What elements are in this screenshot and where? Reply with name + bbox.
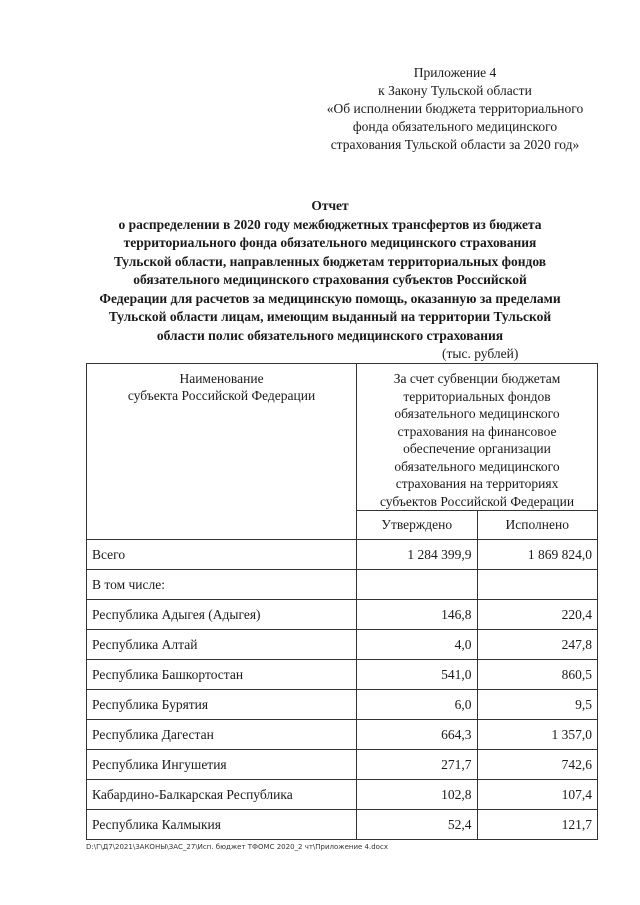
executed-value: 860,5 [477, 660, 598, 690]
table-row [87, 810, 598, 840]
report-heading: Отчет [311, 198, 349, 213]
appendix-line: «Об исполнении бюджета территориального [326, 101, 584, 116]
region-name: Республика Алтай [87, 630, 357, 660]
appendix-line: к Закону Тульской области [378, 83, 532, 98]
header-subvention: За счет субвенции бюджетам территориальных фондов обязательного медицинского страхования на финансовое обеспечение организации обязательного медицинского страхования на территориях субъектов Российской Федерации [357, 364, 598, 511]
approved-value: 6,0 [357, 690, 477, 720]
title-line: обязательного медицинского страхования субъектов Российской [133, 272, 527, 287]
approved-value: 664,3 [357, 720, 477, 750]
region-name: Республика Башкортостан [87, 660, 357, 690]
region-name: Республика Дагестан [87, 720, 357, 750]
appendix-header [300, 64, 610, 154]
header-subject-name: Наименование субъекта Российской Федерации [87, 364, 357, 540]
total-row [87, 540, 598, 570]
table-row [87, 750, 598, 780]
title-line: Тульской области, направленных бюджетам территориальных фондов [113, 253, 547, 269]
approved-value: 541,0 [357, 660, 477, 690]
including-label: В том числе: [87, 570, 357, 600]
appendix-line: страхования Тульской области за 2020 год» [330, 137, 580, 152]
approved-value: 146,8 [357, 600, 477, 630]
total-executed: 1 869 824,0 [477, 540, 598, 570]
table-row [87, 660, 598, 690]
title-line: территориального фонда обязательного медицинского страхования [123, 235, 537, 250]
file-path-footer: D:\Г\Д7\2021\ЗАКОНЫ\ЗАС_27\Исп. бюджет ТФОМС 2020_2 чт\Приложение 4.docx [86, 843, 388, 851]
region-name: Республика Ингушетия [87, 750, 357, 780]
header-executed: Исполнено [477, 511, 598, 540]
region-name: Кабардино-Балкарская Республика [87, 780, 357, 810]
approved-value: 4,0 [357, 630, 477, 660]
table-row [87, 630, 598, 660]
executed-value: 742,6 [477, 750, 598, 780]
transfers-table [86, 363, 598, 840]
executed-value: 107,4 [477, 780, 598, 810]
table-row [87, 600, 598, 630]
executed-value: 9,5 [477, 690, 598, 720]
executed-value: 1 357,0 [477, 720, 598, 750]
table-row [87, 720, 598, 750]
executed-value: 220,4 [477, 600, 598, 630]
title-line: Тульской области лицам, имеющим выданный на территории Тульской [108, 309, 552, 324]
approved-value: 271,7 [357, 750, 477, 780]
units-label: (тыс. рублей) [442, 346, 519, 361]
approved-value: 52,4 [357, 810, 477, 840]
total-approved: 1 284 399,9 [357, 540, 477, 570]
including-row [87, 570, 598, 600]
executed-value: 247,8 [477, 630, 598, 660]
title-line: области полис обязательного медицинского страхования [156, 327, 504, 343]
appendix-line: Приложение 4 [413, 65, 497, 80]
table-row [87, 780, 598, 810]
approved-value: 102,8 [357, 780, 477, 810]
header-approved: Утверждено [357, 511, 477, 540]
table-row [87, 690, 598, 720]
table-header-row [87, 364, 598, 511]
region-name: Республика Калмыкия [87, 810, 357, 840]
executed-value: 121,7 [477, 810, 598, 840]
region-name: Республика Адыгея (Адыгея) [87, 600, 357, 630]
appendix-line: фонда обязательного медицинского [352, 119, 558, 134]
report-title [60, 197, 600, 345]
total-label: Всего [87, 540, 357, 570]
region-name: Республика Бурятия [87, 690, 357, 720]
title-line: о распределении в 2020 году межбюджетных трансфертов из бюджета [118, 216, 542, 232]
title-line: Федерации для расчетов за медицинскую помощь, оказанную за пределами [99, 290, 561, 306]
